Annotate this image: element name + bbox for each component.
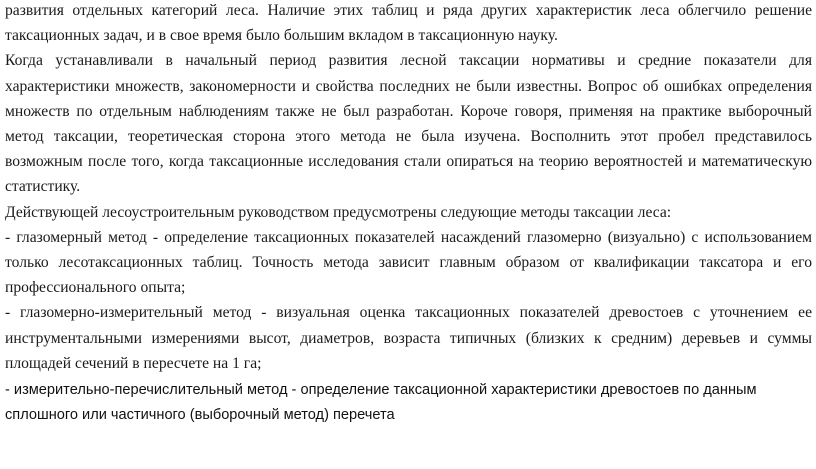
paragraph-intro: развития отдельных категорий леса. Наличие этих таблиц и ряда других характеристик леса облегчило решение таксационных задач, и в свое время было большим вкладом в таксационную науку. [5, 2, 812, 45]
list-item-enumeration-method: - измерительно-перечислительный метод - определение таксационной характеристики древостоев по данным сплошного или частичного (выборочный метод) перечета [5, 382, 757, 424]
paragraph-history: Когда устанавливали в начальный период развития лесной таксации нормативы и средние показатели для характеристики множеств, закономерности и свойства последних не были известны. Вопрос об ошибках определения множеств по отдельным наблюдениям также не был разработан. Короче говоря, применяя на практике выборочный метод таксации, теоретическая сторона этого метода не была изучена. Восполнить этот пробел представилось возможным после того, когда таксационные исследования стали опираться на теорию вероятностей и математическую статистику. [5, 52, 812, 196]
paragraph-methods-intro: Действующей лесоустроительным руководством предусмотрены следующие методы таксации леса: [5, 203, 672, 221]
list-item-visual-measuring-method: - глазомерно-измерительный метод - визуальная оценка таксационных показателей древостоев с уточнением ее инструментальными измерениями высот, диаметров, возраста типичных (близких к средним) деревьев и суммы площадей сечений в пересчете на 1 га; [5, 304, 812, 372]
list-item-visual-method: - глазомерный метод - определение таксационных показателей насаждений глазомерно (визуально) с использованием только лесотаксационных таблиц. Точность метода зависит главным образом от квалификации таксатора и его профессионального опыта; [5, 228, 812, 297]
